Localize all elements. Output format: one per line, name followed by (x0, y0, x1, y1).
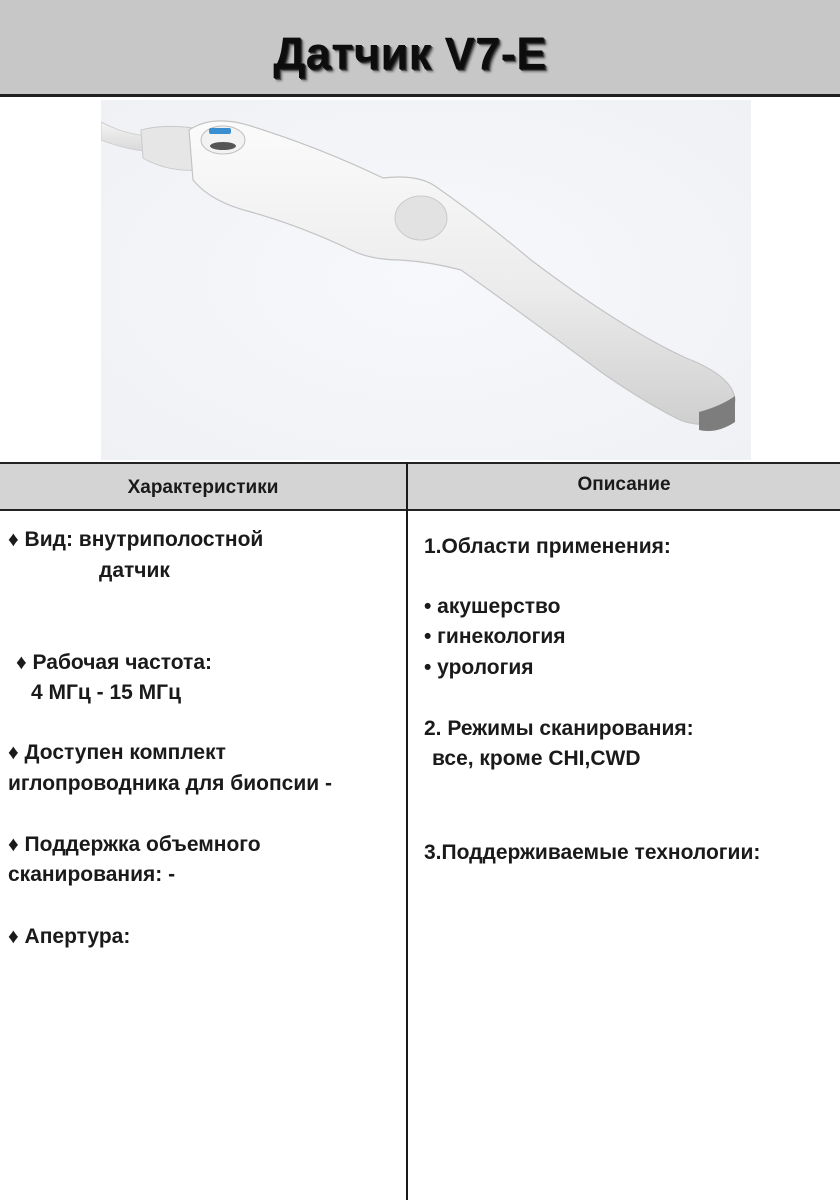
aperture-label: ♦ Апертура: (8, 925, 131, 948)
list-item: • акушерство (424, 595, 561, 618)
column-header-characteristics: Характеристики (127, 477, 279, 498)
biopsy-kit-label: ♦ Доступен комплект (8, 741, 226, 764)
scan-modes-value: все, кроме CHI,CWD (432, 747, 641, 770)
ultrasound-probe-image (101, 100, 751, 460)
list-item: • урология (424, 656, 534, 679)
volume-scan-label: ♦ Поддержка объемного (8, 833, 261, 856)
application-areas-title: 1.Области применения: (424, 535, 671, 558)
type-label: ♦ Вид: внутриполостной (8, 528, 264, 551)
technologies-title: 3.Поддерживаемые технологии: (424, 841, 761, 864)
title-bar (0, 0, 840, 97)
frequency-value: 4 МГц - 15 МГц (31, 681, 181, 704)
table-header (0, 462, 840, 511)
column-header-description: Описание (577, 474, 671, 495)
column-divider (406, 462, 408, 1200)
scan-modes-title: 2. Режимы сканирования: (424, 717, 694, 740)
biopsy-kit-value: иглопроводника для биопсии - (8, 772, 332, 795)
volume-scan-value: сканирования: - (8, 863, 176, 886)
frequency-label: ♦ Рабочая частота: (16, 651, 213, 674)
probe-photo (101, 100, 751, 460)
list-item: • гинекология (424, 625, 566, 648)
type-value: датчик (99, 559, 170, 582)
page-title: Датчик V7-E (273, 28, 547, 79)
